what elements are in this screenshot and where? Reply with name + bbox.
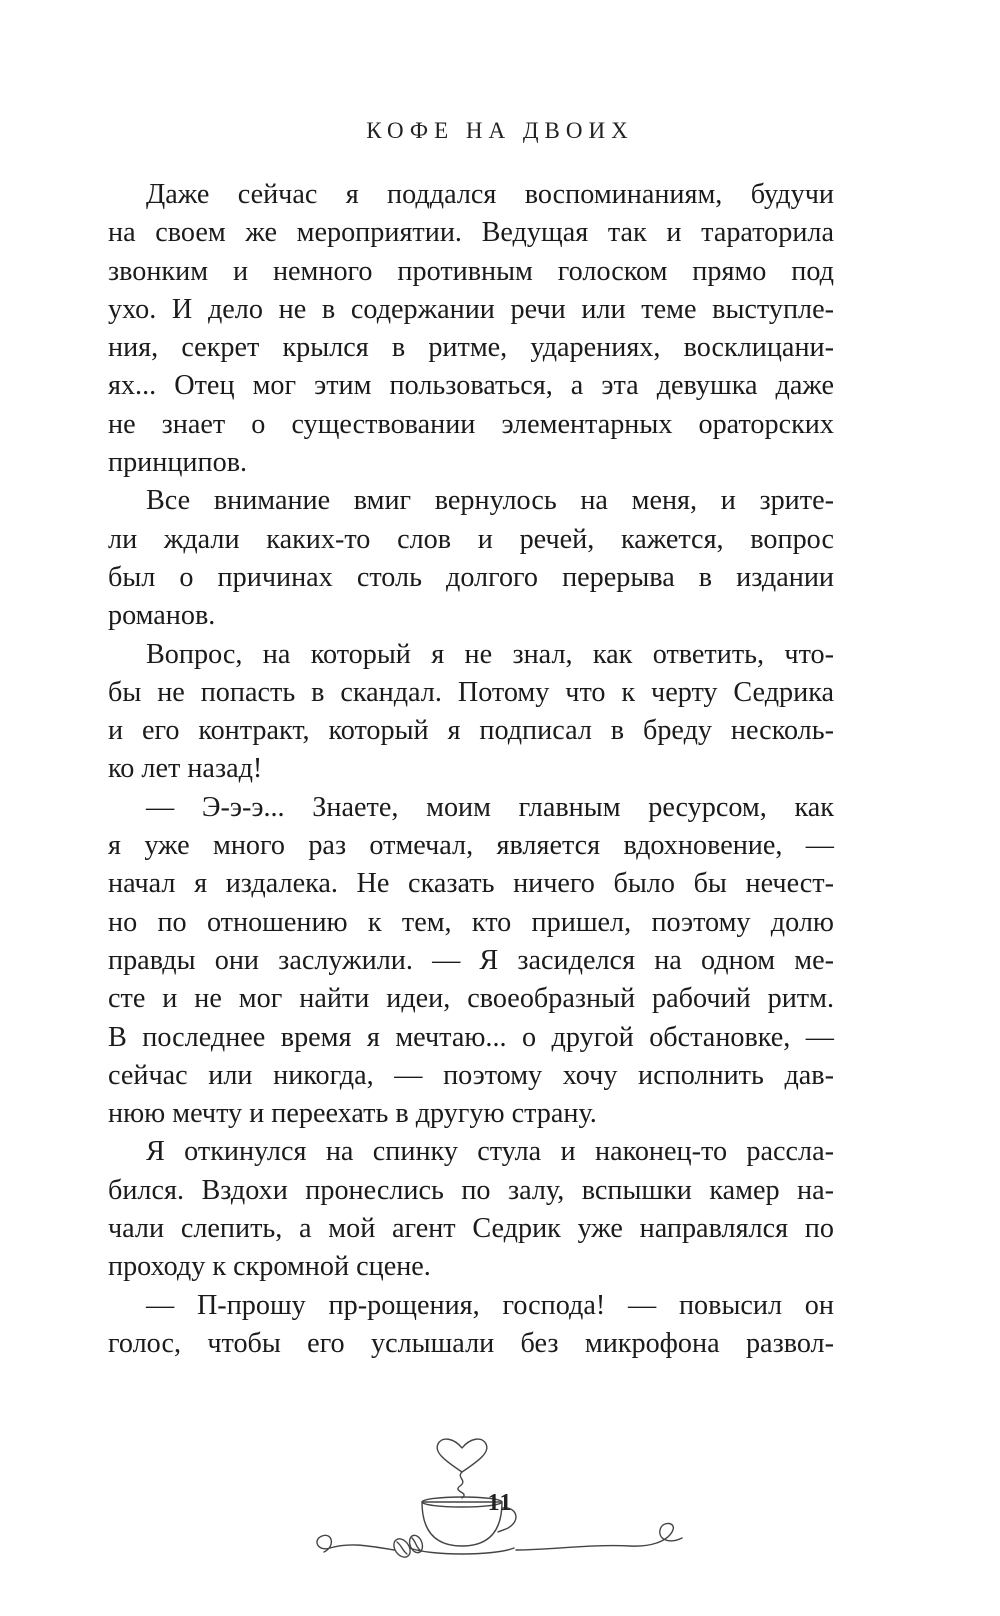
text-line: ния, секрет крылся в ритме, ударениях, восклицани- xyxy=(108,332,834,364)
text-line: был о причинах столь долгого перерыва в издании xyxy=(108,561,834,593)
text-line: голос, чтобы его услышали без микрофона развол- xyxy=(108,1327,834,1359)
text-line: Вопрос, на который я не знал, как ответить, что- xyxy=(146,638,834,670)
page-footer-folio xyxy=(0,1410,1000,1570)
paragraph-1 xyxy=(108,176,834,482)
text-line: проходу к скромной сцене. xyxy=(108,1251,431,1283)
text-line: бился. Вздохи пронеслись по залу, вспышки камер на- xyxy=(108,1174,834,1206)
paragraph-4 xyxy=(108,789,834,1134)
text-line: сте и не мог найти идеи, своеобразный рабочий ритм. xyxy=(108,983,834,1015)
running-head-title: КОФЕ НА ДВОИХ xyxy=(366,118,634,143)
text-line: звонким и немного противным голоском прямо под xyxy=(108,255,834,287)
text-line: правды они заслужили. — Я засиделся на одном ме- xyxy=(108,944,834,976)
text-line: начал я издалека. Не сказать ничего было бы нечест- xyxy=(108,868,834,900)
text-line: Даже сейчас я поддался воспоминаниям, будучи xyxy=(146,179,834,210)
text-line: и его контракт, который я подписал в бреду несколь- xyxy=(108,715,834,747)
paragraph-6 xyxy=(108,1287,834,1364)
paragraph-5 xyxy=(108,1133,834,1286)
text-line: ли ждали каких-то слов и речей, кажется, вопрос xyxy=(108,523,834,555)
text-line: Я откинулся на спинку стула и наконец-то рассла- xyxy=(146,1136,834,1168)
coffee-cup-heart-icon xyxy=(310,1410,690,1560)
text-line: — П-прошу пр-рощения, господа! — повысил он xyxy=(146,1289,834,1321)
text-line: ухо. И дело не в содержании речи или теме выступле- xyxy=(108,293,834,325)
text-line: — Э-э-э... Знаете, моим главным ресурсом, как xyxy=(146,791,834,823)
text-line: чали слепить, а мой агент Седрик уже направлялся по xyxy=(108,1213,834,1245)
text-line: бы не попасть в скандал. Потому что к черту Седрика xyxy=(108,676,834,708)
text-line: романов. xyxy=(108,600,216,632)
page-body-text xyxy=(108,176,834,1363)
text-line: нюю мечту и переехать в другую страну. xyxy=(108,1098,597,1130)
text-line: принципов. xyxy=(108,447,248,479)
text-line: ях... Отец мог этим пользоваться, а эта девушка даже xyxy=(108,370,834,402)
text-line: я уже много раз отмечал, является вдохновение, — xyxy=(108,830,834,862)
text-line: В последнее время я мечтаю... о другой обстановке, — xyxy=(108,1021,834,1053)
text-line: на своем же мероприятии. Ведущая так и тараторила xyxy=(108,217,834,249)
paragraph-3 xyxy=(108,636,834,789)
text-line: сейчас или никогда, — поэтому хочу исполнить дав- xyxy=(108,1059,834,1091)
page-number: 11 xyxy=(487,1490,513,1516)
text-line: ко лет назад! xyxy=(108,753,263,785)
text-line: не знает о существовании элементарных ораторских xyxy=(108,408,834,440)
text-line: но по отношению к тем, кто пришел, поэтому долю xyxy=(108,906,834,938)
text-line: Все внимание вмиг вернулось на меня, и зрите- xyxy=(146,485,834,517)
paragraph-2 xyxy=(108,482,834,635)
